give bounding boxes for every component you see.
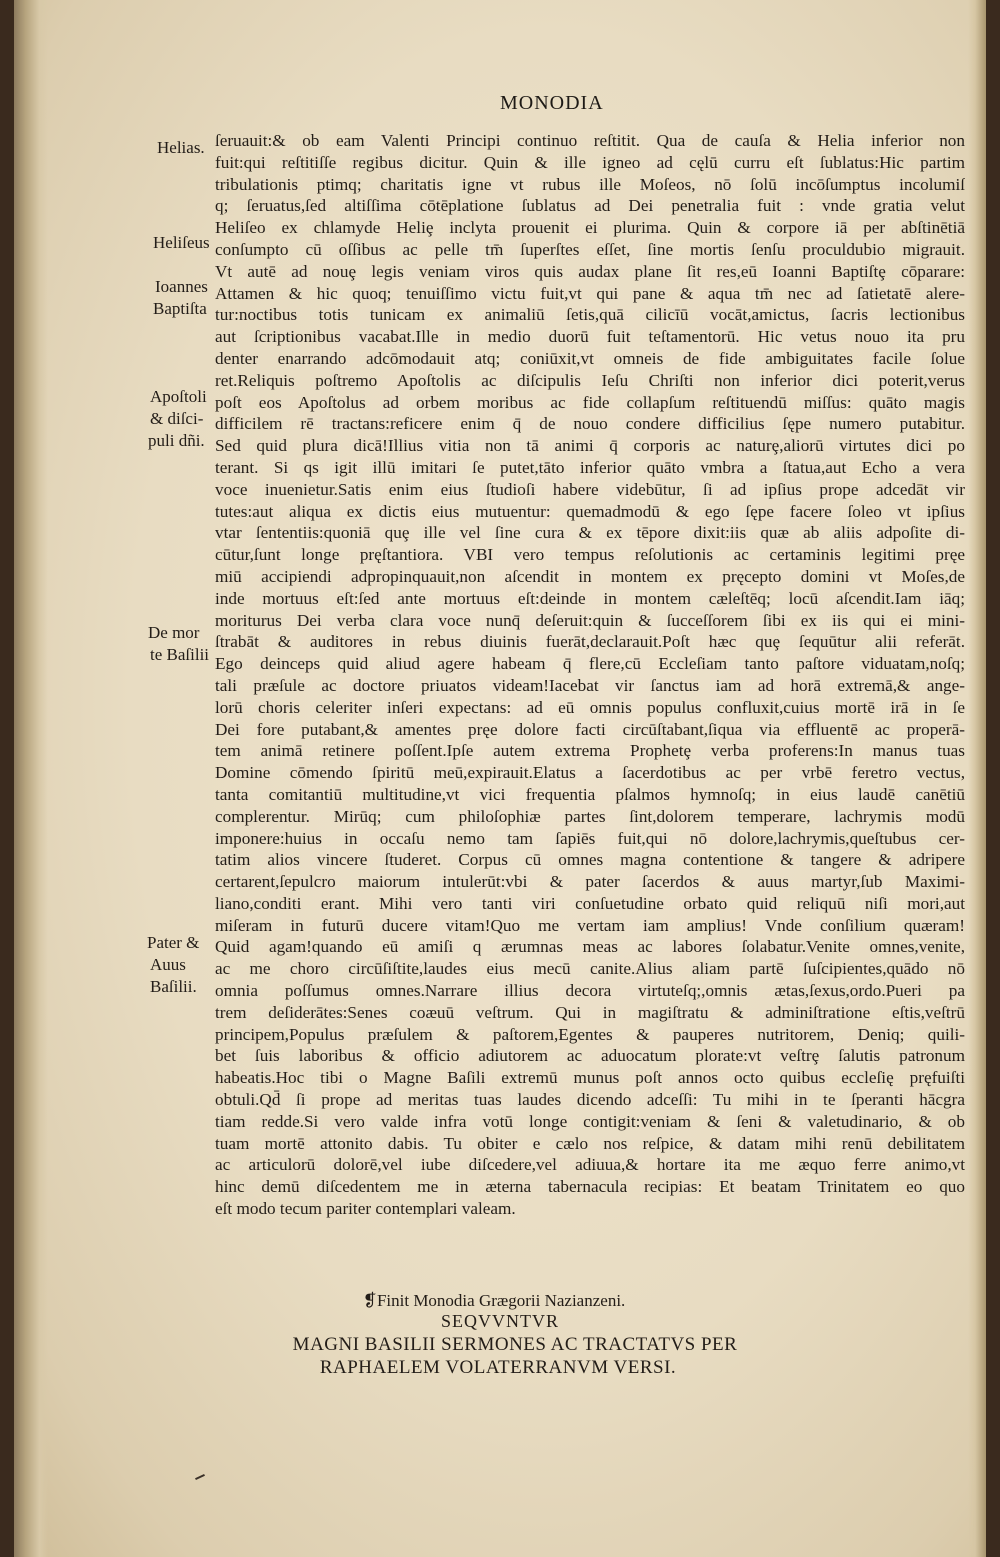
text-line: ret.Reliquis poſtremo Apoſtolis ac diſcipulis Ieſu Chriſti non inferior dici poterit,verus	[215, 370, 965, 390]
text-line: Ego deinceps quid aliud agere habeam q̄ flere,cū Eccleſiam tanto paſtore viduatam,noſq;	[215, 654, 965, 674]
text-line: difficilem rē tractans:reficere enim q̄ de nouo condere difficilius ſępe numero putabitur.	[215, 414, 965, 434]
text-line: conſumpto cū oſſibus ac pelle tm̄ ſuperſtes eſſet, ſine mortis ſenſu proculdubio migrauit.	[215, 239, 965, 259]
text-line: cūtur,ſunt longe pręſtantiora. VBI vero tempus reſolutionis ac certaminis legitimi pręe	[215, 545, 965, 565]
text-line: tali præſule ac doctore priuatos videam!Iacebat vir ſanctus iam ad horā extremā,& ange-	[215, 675, 965, 695]
text-line: omnia poſſumus omnes.Narrare illius decora virtuteſq;,omnis ætas,ſexus,ordo.Pueri pa	[215, 981, 965, 1001]
text-line: certarent,ſepulcro maiorum intulerūt:vbi & pater ſacerdos & auus martyr,ſub Maximi-	[215, 872, 965, 892]
text-line: Domine cōmendo ſpiritū meū,expirauit.Elatus a ſacerdotibus ac per vrbē feretro vectus,	[215, 763, 965, 783]
text-line: Dei fore putabant,& amentes pręe dolore facti circūſtabant,ſiqua via effluentē ac properā-	[215, 719, 965, 739]
colophon-title-line1: MAGNI BASILII SERMONES AC TRACTATVS PER	[292, 1334, 738, 1355]
text-line: obtuli.Qd̄ ſi prope ad meritas tuas laudes dicendo adceſſi: Tu mihi in te ſperanti hācgra	[215, 1090, 965, 1110]
text-line: lorū choris celeriter inſeri expectans: ad eū omnis populus confluxit,cuius mortē irā in ſe	[215, 697, 965, 717]
text-line: bet ſuis laboribus & officio adiutorem ac aduocatum plorate:vt veſtrȩ ſalutis patronum	[215, 1046, 965, 1066]
running-title: MONODIA	[500, 92, 604, 114]
text-line: miū accipiendi adpropinquauit,non aſcendit in montem ex pręcepto domini vt Moſes,de	[215, 566, 965, 586]
margin-note: te Baſilii	[150, 645, 210, 664]
text-line: tur:noctibus totis tunicam ex animaliū ſetis,quā cilicīū vocāt,amictus, ſacris lectionibus	[215, 305, 965, 325]
text-line: voce inuenietur.Satis enim eius ſtudioſi habere videbūtur, ſi ad ipſius prope adcedāt vir	[215, 479, 965, 499]
margin-note: Ioannes	[155, 277, 208, 296]
text-line: imponere:huius in occaſu nemo tam ſapiēs fuit,qui nō dolore,lachrymis,queſtubus cer-	[215, 828, 965, 848]
margin-note: Baſilii.	[150, 977, 197, 996]
text-line: ſeruauit:& ob eam Valenti Principi continuo reſtitit. Qua de cauſa & Helia inferior non	[215, 131, 965, 150]
margin-note: Helias.	[157, 138, 205, 157]
text-line: ac articulorū dolorē,vel iube diſcedere,vel adiuua,& hortare ita me æquo ferre animo,vt	[215, 1155, 965, 1175]
margin-note: Apoſtoli	[150, 387, 207, 406]
body-text	[215, 130, 965, 1220]
text-line: tutes:aut aliqua ex dictis eius mutuentur: quemadmodū & ego ſępe facere ſoleo vt ipſius	[215, 501, 965, 521]
margin-note: Pater &	[147, 933, 200, 952]
margin-note: Baptiſta	[153, 299, 207, 318]
text-line: ac me choro circūſiſtite,laudes eius mecū canite.Alius aliam partē ſuſcipientes,quādo nō	[215, 959, 965, 979]
text-line: hinc demū diſcedentem me in æterna tabernacula recipias: Et beatam Trinitatem eo quo	[215, 1177, 965, 1197]
text-line: tatim alios vincere ſtuderet. Corpus cū omnes magna contentione & tangere & adripere	[215, 850, 965, 870]
text-line: Quid agam!quando eū amiſi q ærumnas meas ac labores ſolabatur.Venite omnes,venite,	[215, 937, 965, 957]
text-line: ſtrabāt & auditores in rebus diuinis fuerāt,declarauit.Poſt hæc quȩ ſequūtur alii referāt.	[215, 632, 965, 652]
text-line: denter enarrando adcōmodauit atq; coniūxit,vt omneis de fide ambiguitates facile ſolue	[215, 348, 965, 368]
text-line: terant. Si qs igit illū imitari ſe putet,tāto inferior quāto vmbra a ſtatua,aut Echo a vera	[215, 457, 965, 477]
text-line: Attamen & hic quoq; tenuiſſimo victu fuit,vt qui pane & aqua tm̄ nec ad ſatietatē alere-	[215, 283, 965, 303]
colophon-title-line2: RAPHAELEM VOLATERRANVM VERSI.	[319, 1357, 677, 1378]
text-line: tanta comitantiū multitudine,vt vici frequentia pſalmos hymnoſq; in eius laudē canētiū	[215, 784, 965, 804]
text-line: complerentur. Mirūq; cum philoſophiæ partes ſint,dolorem temperare, lachrymis modū	[215, 806, 965, 826]
text-line: Heliſeo ex chlamyde Heliȩ inclyta prouenit ei plurima. Quin & corpore iā per abſtinētiā	[215, 218, 965, 238]
text-line: poſt eos Apoſtolus ad orbem moribus ac fide collapſum reſtituendū miſſus: quāto magis	[215, 392, 965, 412]
margin-note: Heliſeus	[153, 233, 210, 252]
text-line: tuam mortē attonito dabis. Tu obiter e cælo nos reſpice, & datam mihi renū debilitatem	[215, 1133, 965, 1153]
text-line: habeatis.Hoc tibi o Magne Baſili extremū munus poſt annos octo quibus eccleſię pręfuiſti	[215, 1068, 965, 1088]
text-line: q; ſeruatus,ſed altiſſima cōtēplatione ſublatus ad Dei penetralia fuit : vnde gratia velut	[215, 196, 965, 216]
text-line: liano,conditi erant. Mihi vero tanti viri conſuetudine orbato quid reliquū niſi mori,aut	[215, 893, 965, 913]
text-line: miſeram in futurū ducere vitam!Quo me vertam iam amplius! Vnde conſilium quæram!	[215, 915, 965, 935]
text-line: tem animā retinere poſſent.Ipſe autem extrema Prophetȩ verba proferens:In manus tuas	[215, 741, 965, 761]
margin-note: & diſci-	[150, 409, 204, 428]
text-line: moriturus Dei verba clara voce nunq̄ deſeruit:quin & ſucceſſorem ſibi ex iis qui ei mini-	[215, 610, 965, 630]
text-line: aut ſcriptionibus vacabat.Ille in medio duorū fuit teſtamentorū. Hic vetus nouo ita pru	[215, 327, 965, 347]
text-line: tiam redde.Si vero valde infra votū longe contigit:veniam & ſeni & valetudinario, & ob	[215, 1111, 965, 1131]
text-line: principem,Populus præſulem & paſtorem,Egentes & pauperes nutritorem, Deniq; quili-	[215, 1024, 965, 1044]
margin-note: De mor	[148, 623, 200, 642]
colophon-sequuntur: SEQVVNTVR	[440, 1311, 559, 1331]
text-line: inde mortuus eſt:ſed ante mortuus eſt:deinde in montem cæleſtēq; locū aſcendit.Iam iāq;	[215, 588, 965, 608]
margin-note: Auus	[150, 955, 186, 974]
text-line: trem deſiderātes:Senes coæuū veſtrum. Qui in magiſtratu & adminiſtratione eſtis,veſtrū	[215, 1002, 965, 1022]
text-line: vtar ſententiis:quoniā quȩ ille vel ſine cura & ex tēpore dixit:iis quæ ab aliis adpoſite di-	[215, 523, 965, 543]
text-line: Vt autē ad nouȩ legis veniam viros quis audax plane ſit res,eū Ioanni Baptiſtȩ cōparare:	[215, 261, 965, 281]
margin-note: puli dñi.	[148, 431, 205, 450]
text-line: tribulationis ptimq; charitatis igne vt rubus ille Moſeos, nō ſolū incōſumptus incolumiſ	[215, 174, 965, 194]
colophon-finit: ❡Finit Monodia Grægorii Nazianzeni.	[362, 1291, 626, 1310]
text-line: eſt modo tecum pariter contemplari valeam.	[215, 1199, 516, 1219]
text-line: fuit:qui reſtitiſſe regibus dicitur. Quin & ille igneo ad cęlū curru eſt ſublatus:Hic partim	[215, 152, 965, 172]
text-line: Sed quid plura dicā!Illius vitia non tā animi q̄ corporis ac naturȩ,aliorū virtutes dici po	[215, 436, 965, 456]
